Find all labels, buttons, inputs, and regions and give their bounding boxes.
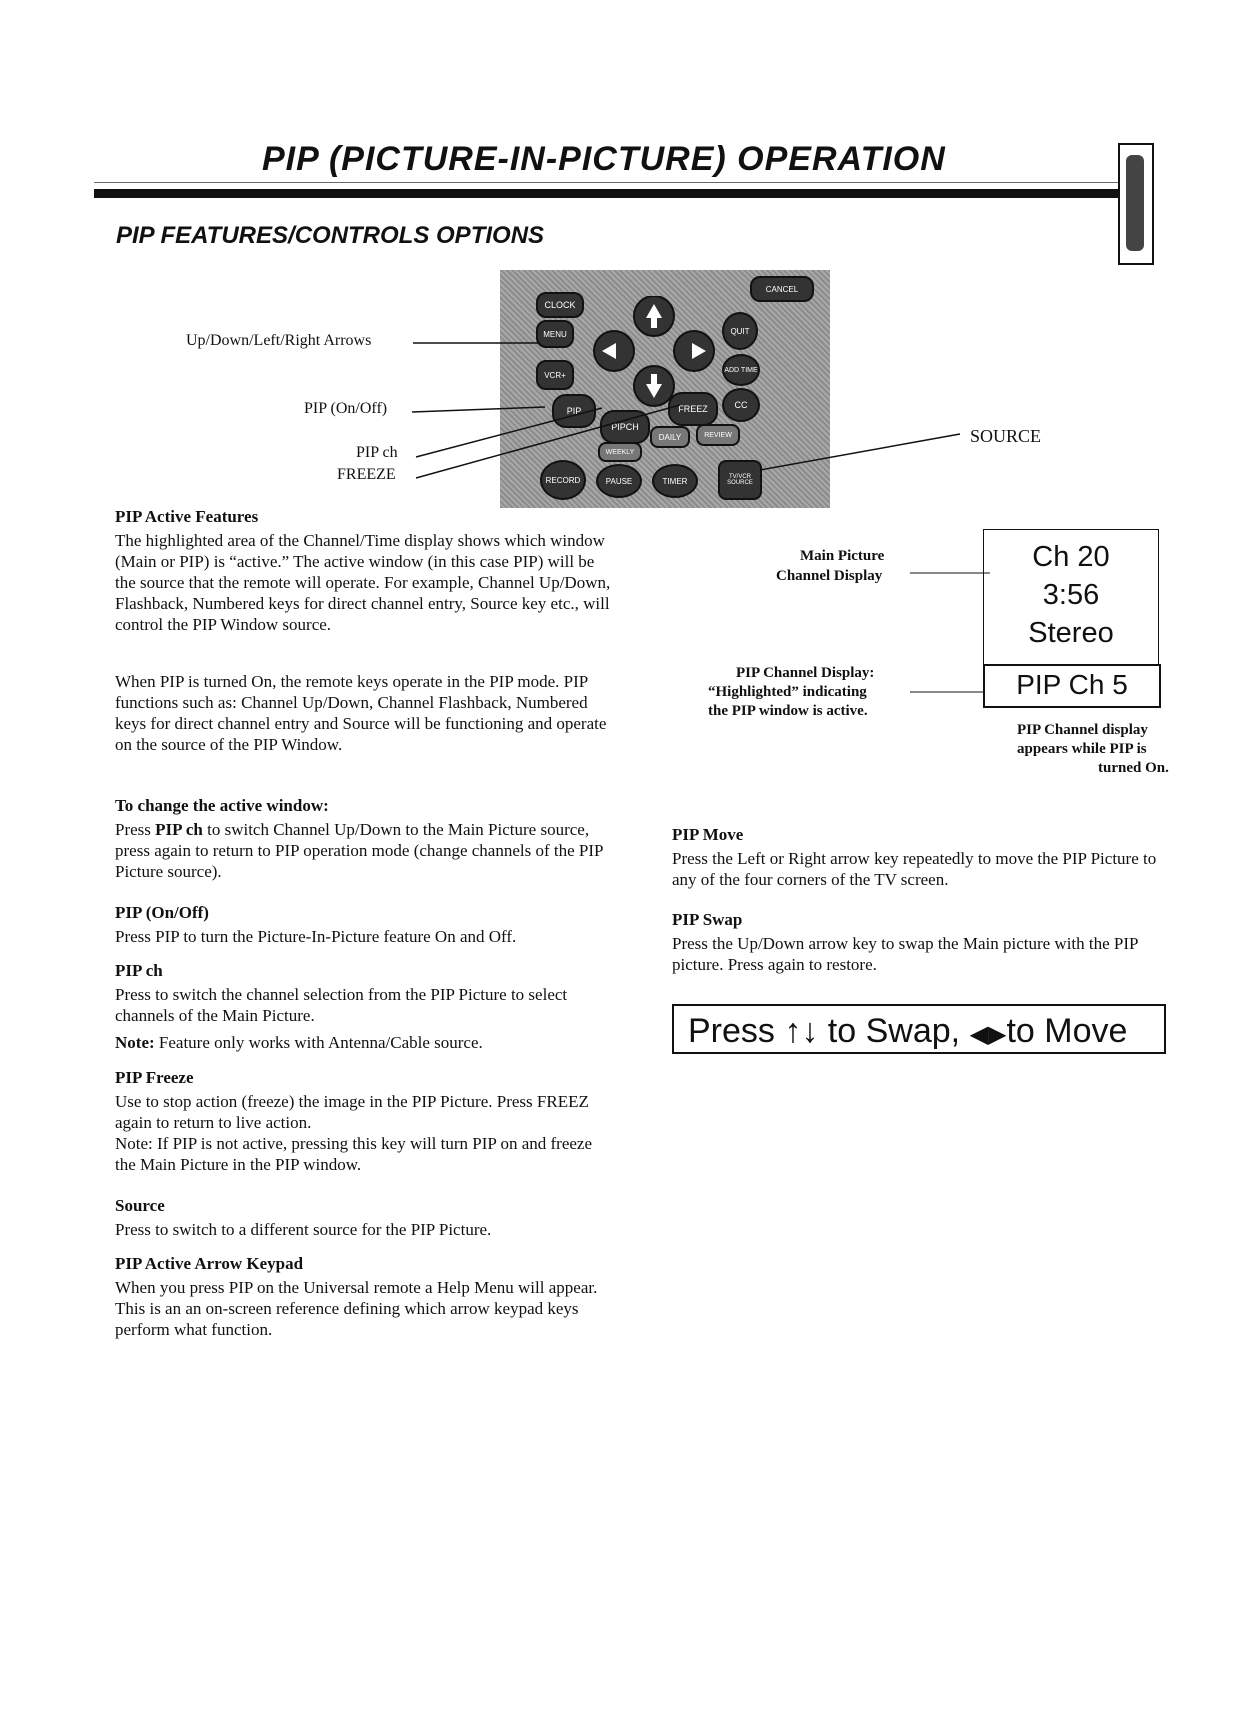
pip-button: PIP (552, 394, 596, 428)
pip-window-active-label: the PIP window is active. (708, 703, 868, 719)
display-audio: Stereo (1028, 617, 1114, 649)
pip-onoff-label: PIP (On/Off) (304, 400, 388, 417)
weekly-button: WEEKLY (598, 442, 642, 462)
freeze-button: FREEZ (668, 392, 718, 426)
pip-channel-display-label: PIP Channel Display: (736, 665, 875, 681)
cancel-button: CANCEL (750, 276, 814, 302)
pip-move-text: Press the Left or Right arrow key repeatedly to move the PIP Picture to any of the four corners of the TV screen. (672, 849, 1157, 889)
menu-button: MENU (536, 320, 574, 348)
cc-button: CC (722, 388, 760, 422)
pip-freeze-heading: PIP Freeze (115, 1068, 194, 1087)
display-channel: Ch 20 (1032, 541, 1110, 573)
arrow-keypad-heading: PIP Active Arrow Keypad (115, 1254, 304, 1273)
active-features-heading: PIP Active Features (115, 507, 259, 526)
pip-display-note-2: appears while PIP is (1017, 741, 1147, 757)
pip-ch-text: Press to switch the channel selection from the PIP Picture to select channels of the Main Picture. (115, 985, 568, 1025)
source-label: SOURCE (970, 426, 1042, 446)
record-button: RECORD (540, 460, 586, 500)
review-button: REVIEW (696, 424, 740, 446)
pip-display-note-3: turned On. (1098, 760, 1169, 776)
pause-button: PAUSE (596, 464, 642, 498)
change-window-text: Press PIP ch to switch Channel Up/Down to the Main Picture source, press again to return to PIP operation mode (change channels of the PIP Picture source). (115, 820, 603, 881)
tv-vcr-source-button: TV/VCR SOURCE (718, 460, 762, 500)
pip-ch-heading: PIP ch (115, 961, 163, 980)
channel-display-label: Channel Display (776, 568, 883, 584)
pip-onoff-heading: PIP (On/Off) (115, 903, 209, 922)
pip-swap-heading: PIP Swap (672, 910, 743, 929)
section-subtitle: PIP FEATURES/CONTROLS OPTIONS (116, 222, 545, 249)
add-time-button: ADD TIME (722, 354, 760, 386)
highlighted-indicating-label: “Highlighted” indicating (708, 684, 867, 700)
clock-button: CLOCK (536, 292, 584, 318)
display-time: 3:56 (1042, 579, 1100, 611)
arrows-label: Up/Down/Left/Right Arrows (186, 332, 372, 349)
vcr-plus-button: VCR+ (536, 360, 574, 390)
pip-freeze-note: Note: If PIP is not active, pressing this key will turn PIP on and freeze the Main Picture in the PIP window. (115, 1134, 593, 1174)
pipch-button: PIPCH (600, 410, 650, 444)
pip-ch-label: PIP ch (356, 444, 398, 461)
daily-button: DAILY (650, 426, 690, 448)
arrow-keypad-text: When you press PIP on the Universal remote a Help Menu will appear. This is an an on-screen reference defining which arrow keypad keys perform what function. (115, 1278, 598, 1339)
pip-swap-text: Press the Up/Down arrow key to swap the Main picture with the PIP picture. Press again to restore. (672, 934, 1138, 974)
pip-freeze-text: Use to stop action (freeze) the image in the PIP Picture. Press FREEZ again to return to live action. (115, 1092, 589, 1132)
freeze-label: FREEZE (337, 466, 396, 483)
change-window-heading: To change the active window: (115, 796, 329, 815)
active-features-paragraph-1: The highlighted area of the Channel/Time display shows which window (Main or PIP) is “active.” The active window (in this case PIP) will be the source that the remote will operate. For example, Channel Up/Down, Flashback, Numbered keys for direct channel entry, Source key etc., will control the PIP Window source. (115, 531, 611, 634)
page-title: PIP (PICTURE-IN-PICTURE) OPERATION (262, 140, 946, 178)
pip-display-note-1: PIP Channel display (1017, 722, 1148, 738)
source-text: Press to switch to a different source for the PIP Picture. (115, 1220, 492, 1239)
quit-button: QUIT (722, 312, 758, 350)
active-features-paragraph-2: When PIP is turned On, the remote keys operate in the PIP mode. PIP functions such as: Channel Up/Down, Channel Flashback, Numbered keys for direct channel entry and Source will be functioning and operate on the source of the PIP Window. (115, 672, 607, 754)
pip-help-menu: Press ↑↓ to Swap, ◀▶to Move (672, 1004, 1166, 1054)
source-heading: Source (115, 1196, 165, 1215)
pip-ch-note: Note: Feature only works with Antenna/Cable source. (115, 1033, 483, 1052)
left-right-arrow-icon: ◀▶ (969, 1021, 1007, 1048)
pip-move-heading: PIP Move (672, 825, 744, 844)
main-picture-label: Main Picture (800, 548, 885, 564)
up-down-arrow-icon: ↑↓ (784, 1012, 819, 1050)
pip-channel-display: PIP Ch 5 (983, 664, 1161, 708)
pip-onoff-text: Press PIP to turn the Picture-In-Picture feature On and Off. (115, 927, 517, 946)
timer-button: TIMER (652, 464, 698, 498)
